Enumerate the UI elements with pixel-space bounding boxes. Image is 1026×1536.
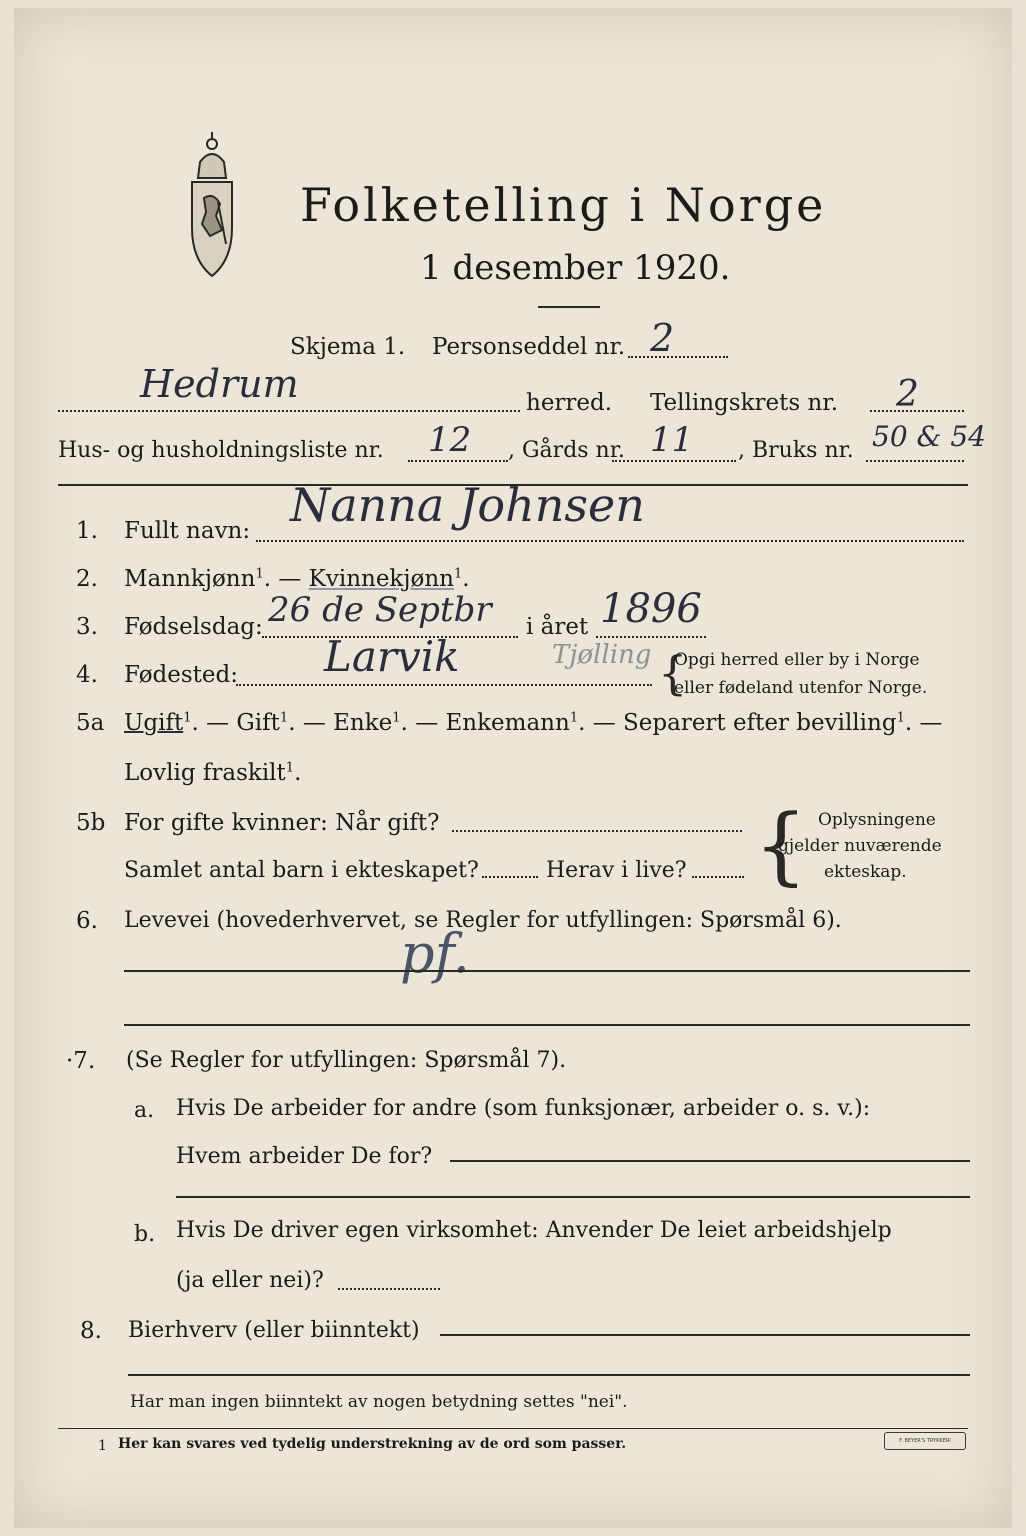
q6-line1 [124, 970, 970, 972]
q5b-children-line [482, 876, 538, 878]
q5b-number: 5b [76, 810, 106, 836]
q7a-line1: Hvis De arbeider for andre (som funksjonær, arbeider o. s. v.): [176, 1096, 871, 1121]
q7-label: (Se Regler for utfyllingen: Spørsmål 7). [126, 1048, 567, 1073]
tellingskrets-label: Tellingskrets nr. [650, 390, 839, 416]
q4-note-brace: { [658, 646, 688, 700]
q2-kvinnekjonn: Kvinnekjønn [308, 566, 454, 592]
q2-number: 2. [76, 566, 98, 592]
q2-mannkjonn: Mannkjønn [124, 566, 256, 592]
bruks-label: , Bruks nr. [738, 438, 854, 463]
q5b-alive-line [692, 876, 744, 878]
gards-label: , Gårds nr. [508, 438, 625, 463]
gards-value: 11 [650, 420, 694, 460]
nei-note: Har man ingen biinntekt av nogen betydning settes "nei". [130, 1392, 628, 1412]
q8-label: Bierhverv (eller biinntekt) [128, 1318, 420, 1343]
q3-year-label: i året [526, 614, 589, 640]
herred-line [58, 410, 520, 412]
hus-value: 12 [428, 420, 472, 460]
q8-answer-line [440, 1334, 970, 1336]
q5b-children-total: Samlet antal barn i ekteskapet? [124, 858, 479, 883]
q1-label: Fullt navn: [124, 518, 251, 544]
herred-label: herred. [526, 390, 613, 416]
bruks-value: 50 & 54 [872, 420, 986, 453]
q8-answer-line2 [128, 1374, 970, 1376]
footnote-rule [58, 1428, 968, 1429]
q5b-alive-label: Herav i live? [546, 858, 687, 883]
q7-number: ·7. [66, 1048, 96, 1074]
q1-line [256, 540, 964, 542]
q4-value: Larvik [324, 632, 460, 681]
q4-note-line2: eller fødeland utenfor Norge. [674, 678, 928, 698]
q5a-line1: Ugift$^1$. — Gift$^1$. — Enke$^1$. — Enkemann$^1$. — Separert efter bevilling$^1$. — [124, 710, 943, 736]
q7a-line2: Hvem arbeider De for? [176, 1144, 433, 1169]
q5b-when-line [452, 830, 742, 832]
q6-number: 6. [76, 908, 98, 934]
tellingskrets-value: 2 [896, 374, 919, 415]
personseddel-label: Personseddel nr. [432, 334, 626, 360]
q3-label: Fødselsdag: [124, 614, 263, 640]
personseddel-value: 2 [650, 316, 675, 360]
q8-number: 8. [80, 1318, 102, 1344]
q1-number: 1. [76, 518, 98, 544]
q5a-ugift: Ugift [124, 710, 184, 736]
q4-number: 4. [76, 662, 98, 688]
q4-line [236, 684, 652, 686]
q5b-when-married: For gifte kvinner: Når gift? [124, 810, 440, 836]
q5b-note-line2: gjelder nuværende [778, 836, 942, 856]
title-rule [538, 306, 600, 308]
q2-text: Mannkjønn$^1$. — Kvinnekjønn$^1$. [124, 566, 470, 592]
q4-value-secondary: Tjølling [552, 640, 652, 670]
printer-stamp-text: F. BEYER'S TRYKKERI [899, 1438, 951, 1444]
q3-year-line [596, 636, 706, 638]
footnote-text: Her kan svares ved tydelig understrekning av de ord som passer. [118, 1436, 627, 1452]
q3-year-value: 1896 [600, 586, 702, 632]
q5b-note-line3: ekteskap. [824, 862, 907, 882]
q7a-answer-line2 [176, 1196, 970, 1198]
q6-value: pf. [400, 922, 470, 985]
footnote-mark: 1 [98, 1438, 107, 1454]
q3-number: 3. [76, 614, 98, 640]
q7a-answer-line [450, 1160, 970, 1162]
printer-stamp [884, 1432, 966, 1450]
q1-value: Nanna Johnsen [290, 478, 645, 532]
q5a-line2: Lovlig fraskilt$^1$. [124, 760, 302, 786]
form-title: Folketelling i Norge [300, 178, 827, 232]
q6-line2 [124, 1024, 970, 1026]
q6-label: Levevei (hovederhvervet, se Regler for utfyllingen: Spørsmål 6). [124, 908, 842, 933]
q4-label: Fødested: [124, 662, 239, 688]
q7b-line2: (ja eller nei)? [176, 1268, 324, 1293]
personseddel-line [628, 356, 728, 358]
bruks-line [866, 460, 964, 462]
hus-line [408, 460, 508, 462]
form-date: 1 desember 1920. [420, 248, 731, 288]
q7b-line1: Hvis De driver egen virksomhet: Anvender De leiet arbeidshjelp [176, 1218, 892, 1243]
q5b-note-brace: { [754, 796, 808, 894]
gards-line [612, 460, 736, 462]
q5b-note-line1: Oplysningene [818, 810, 936, 830]
q7b-letter: b. [134, 1222, 156, 1247]
schema-label: Skjema 1. [290, 334, 406, 360]
q7a-letter: a. [134, 1098, 155, 1123]
herred-value: Hedrum [140, 362, 299, 406]
q3-value: 26 de Septbr [268, 590, 492, 630]
q5a-number: 5a [76, 710, 105, 736]
q4-note-line1: Opgi herred eller by i Norge [674, 650, 920, 670]
hus-label: Hus- og husholdningsliste nr. [58, 438, 384, 463]
q7b-answer-line [338, 1288, 440, 1290]
norwegian-coat-of-arms-icon [170, 132, 254, 282]
